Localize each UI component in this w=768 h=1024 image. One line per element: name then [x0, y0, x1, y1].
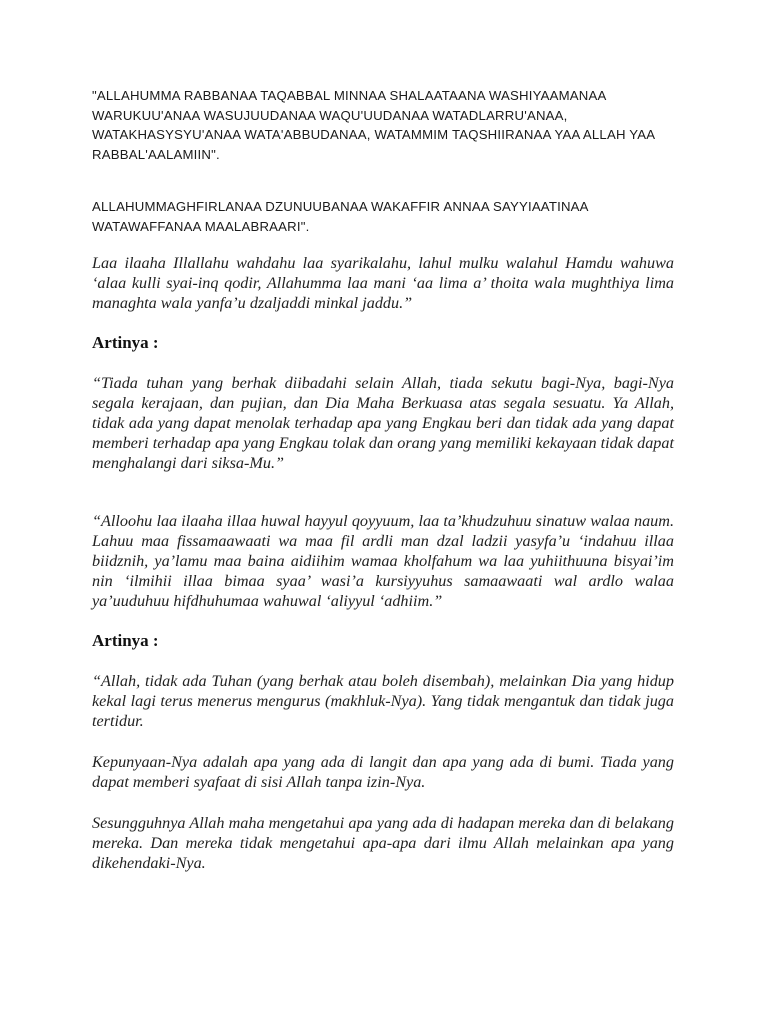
meaning-heading: Artinya : [92, 333, 159, 352]
prayer-paragraph-uppercase: "ALLAHUMMA RABBANAA TAQABBAL MINNAA SHALAATAANA WASHIYAAMANAA WARUKUU'ANAA WASUJUUDANAA WAQU'UUDANAA WATADLARRU'ANAA, WATAKHASYSYU'ANAA WATA'ABBUDANAA, WATAMMIM TAQSHIIRANAA YAA ALLAH YAA RABBAL'AALAMIIN". [92, 88, 655, 162]
ayat-kursi-paragraph: “Alloohu laa ilaaha illaa huwal hayyul qoyyuum, laa ta’khudzuhuu sinatuw walaa naum. Lahuu maa fissamaawaati wa maa fil ardli man dzal ladzii yasyfa’u ‘indahuu illaa biidznih, ya’lamu maa baina aidiihim wamaa kholfahum wa laa yuhiithuuna bisyai’im nin ‘ilmihii illaa bimaa syaa’ wasi’a kursiyyuhus samaawaati wal ardlo walaa ya’uuduhuu hifdhuhumaa wahuwal ‘aliyyul ‘adhiim.” [92, 512, 674, 610]
prayer-paragraph-uppercase-2: ALLAHUMMAGHFIRLANAA DZUNUUBANAA WAKAFFIR ANNAA SAYYIAATINAA WATAWAFFANAA MAALABRAARI". [92, 199, 588, 234]
meaning-heading-2: Artinya : [92, 631, 159, 650]
translation-paragraph-2: “Allah, tidak ada Tuhan (yang berhak atau boleh disembah), melainkan Dia yang hidup kekal lagi terus menerus mengurus (makhluk-Nya). Yang tidak mengantuk dan tidak juga tertidur. [92, 672, 674, 730]
translation-paragraph: “Tiada tuhan yang berhak diibadahi selain Allah, tiada sekutu bagi-Nya, bagi-Nya segala kerajaan, dan pujian, dan Dia Maha Berkuasa atas segala sesuatu. Ya Allah, tidak ada yang dapat menolak terhadap apa yang Engkau beri dan tidak ada yang dapat memberi terhadap apa yang Engkau tolak dan orang yang memiliki kekayaan tidak dapat menghalangi dari siksa-Mu.” [92, 374, 674, 472]
document-page [92, 86, 674, 873]
translation-paragraph-4: Sesungguhnya Allah maha mengetahui apa yang ada di hadapan mereka dan di belakang mereka. Dan mereka tidak mengetahui apa-apa dari ilmu Allah melainkan apa yang dikehendaki-Nya. [92, 814, 674, 872]
translation-paragraph-3: Kepunyaan-Nya adalah apa yang ada di langit dan apa yang ada di bumi. Tiada yang dapat memberi syafaat di sisi Allah tanpa izin-Nya. [92, 753, 674, 791]
tahlil-paragraph: Laa ilaaha Illallahu wahdahu laa syarikalahu, lahul mulku walahul Hamdu wahuwa ‘alaa kulli syai-inq qodir, Allahumma laa mani ‘aa lima a’ thoita wala mughthiya lima managhta wala yanfa’u dzaljaddi minkal jaddu.” [92, 254, 674, 312]
